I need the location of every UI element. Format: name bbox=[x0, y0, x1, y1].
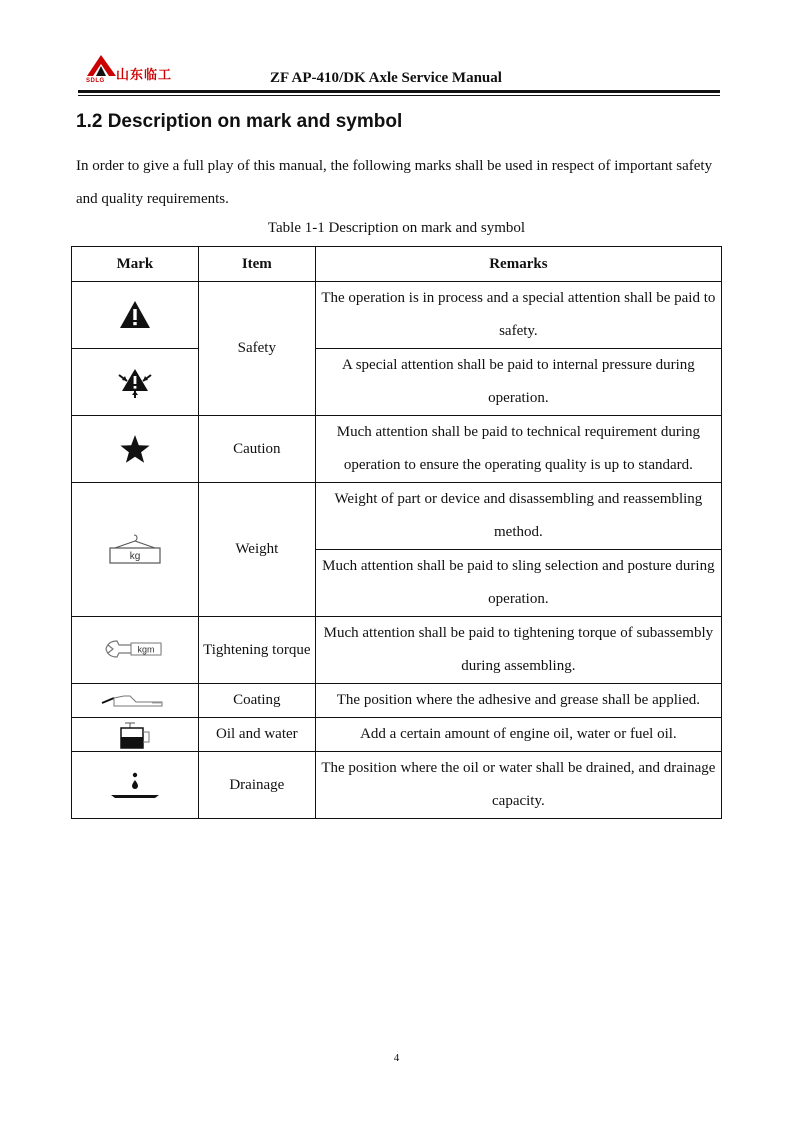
torque-kgm-label: kgm bbox=[137, 644, 155, 655]
remarks-cell: The operation is in process and a special attention shall be paid to safety. bbox=[315, 282, 721, 349]
remarks-cell: The position where the adhesive and grease shall be applied. bbox=[315, 684, 721, 718]
table-row bbox=[72, 684, 722, 718]
remarks-cell: Much attention shall be paid to tightening torque of subassembly during assembling. bbox=[315, 617, 721, 684]
item-cell: Oil and water bbox=[198, 718, 315, 752]
weight-kg-label: kg bbox=[129, 550, 141, 562]
document-title: ZF AP-410/DK Axle Service Manual bbox=[270, 70, 502, 86]
logo-brand-text: SDLG bbox=[86, 78, 105, 84]
item-cell: Coating bbox=[198, 684, 315, 718]
item-cell: Safety bbox=[198, 282, 315, 416]
header-rule-thick bbox=[78, 90, 720, 93]
star-icon bbox=[119, 434, 151, 464]
table-row bbox=[72, 718, 722, 752]
mark-cell bbox=[72, 349, 199, 416]
remarks-cell: Add a certain amount of engine oil, water or fuel oil. bbox=[315, 718, 721, 752]
logo-mark-icon bbox=[86, 54, 118, 78]
mark-cell bbox=[72, 718, 199, 752]
mark-cell bbox=[72, 483, 199, 617]
remarks-cell: Much attention shall be paid to sling selection and posture during operation. bbox=[315, 550, 721, 617]
table-row bbox=[72, 483, 722, 550]
mark-cell bbox=[72, 752, 199, 819]
page-number: 4 bbox=[393, 1052, 400, 1064]
mark-cell bbox=[72, 416, 199, 483]
item-cell: Weight bbox=[198, 483, 315, 617]
table-row bbox=[72, 282, 722, 349]
remarks-cell: Much attention shall be paid to technical requirement during operation to ensure the operating quality is up to standard. bbox=[315, 416, 721, 483]
sdlg-logo bbox=[82, 54, 202, 88]
page-header bbox=[78, 52, 720, 98]
weight-kg-icon bbox=[107, 533, 163, 567]
table-row bbox=[72, 349, 722, 416]
mark-cell bbox=[72, 684, 199, 718]
mark-cell bbox=[72, 282, 199, 349]
oil-can-icon bbox=[115, 720, 155, 750]
pressure-warning-icon bbox=[117, 365, 153, 399]
item-cell: Caution bbox=[198, 416, 315, 483]
header-item: Item bbox=[198, 247, 315, 282]
remarks-cell: The position where the oil or water shall be drained, and drainage capacity. bbox=[315, 752, 721, 819]
wrench-torque-icon bbox=[103, 635, 167, 665]
remarks-cell: Weight of part or device and disassembling and reassembling method. bbox=[315, 483, 721, 550]
header-rule-thin bbox=[78, 95, 720, 96]
remarks-cell: A special attention shall be paid to internal pressure during operation. bbox=[315, 349, 721, 416]
warning-triangle-icon bbox=[119, 300, 151, 330]
header-remarks: Remarks bbox=[315, 247, 721, 282]
table-row bbox=[72, 752, 722, 819]
table-row bbox=[72, 416, 722, 483]
marks-table bbox=[71, 246, 722, 819]
section-title: 1.2 Description on mark and symbol bbox=[76, 111, 403, 132]
item-cell: Tightening torque bbox=[198, 617, 315, 684]
coating-tube-icon bbox=[100, 693, 170, 709]
mark-cell bbox=[72, 617, 199, 684]
table-header-row bbox=[72, 247, 722, 282]
item-cell: Drainage bbox=[198, 752, 315, 819]
header-mark: Mark bbox=[72, 247, 199, 282]
intro-paragraph: In order to give a full play of this manual, the following marks shall be used in respect of important safety and quality requirements. bbox=[76, 158, 713, 207]
drainage-drop-icon bbox=[107, 770, 163, 800]
table-caption: Table 1-1 Description on mark and symbol bbox=[267, 220, 526, 236]
table-row bbox=[72, 617, 722, 684]
logo-chinese-text: 山东临工 bbox=[116, 68, 173, 83]
